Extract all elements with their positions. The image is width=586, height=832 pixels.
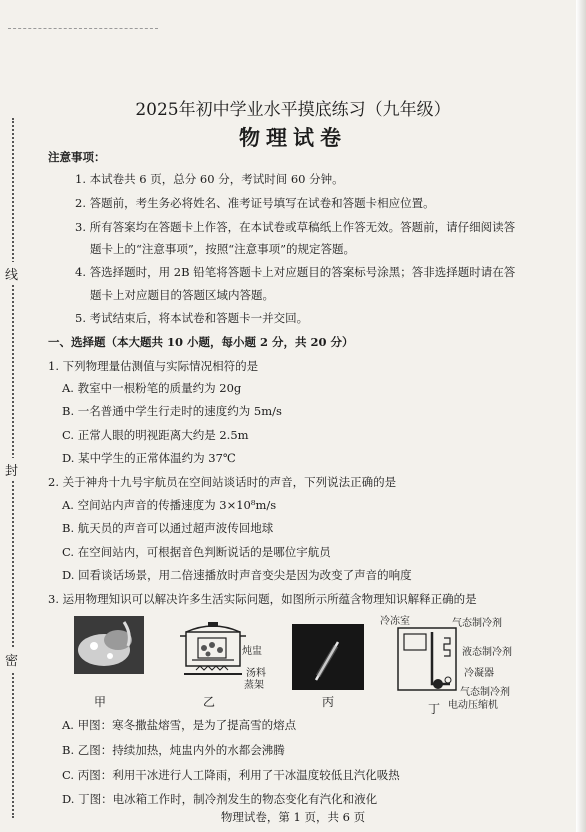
figure-yi-double-boiler [178,614,248,682]
section-heading: 一、选择题（本大题共 10 小题，每小题 2 分，共 20 分） [48,335,354,349]
label-soup: 汤料 [246,668,266,679]
notice-item: 3. 所有答案均在答题卡上作答，在本试卷或草稿纸上作答无效。答题前，请仔细阅读答 [75,220,516,234]
q2-option-a: A. 空间站内声音的传播速度为 3×10⁸m/s [62,498,277,512]
binding-char-xian: 线 [5,262,18,285]
q1-option-d: D. 某中学生的正常体温约为 37℃ [62,451,236,465]
q3-option-d: D. 丁图：电冰箱工作时，制冷剂发生的物态变化有汽化和液化 [62,792,378,806]
top-dashed-line [8,28,158,29]
label-compressor: 电动压缩机 [448,700,498,711]
subject-title: 物理试卷 [239,125,347,150]
figure-ding-refrigerator [392,624,472,696]
q1-option-c: C. 正常人眼的明视距离大约是 2.5m [62,428,249,442]
page-footer: 物理试卷，第 1 页，共 6 页 [220,810,366,824]
label-liquid-refrigerant: 液态制冷剂 [462,647,512,658]
label-condenser: 冷凝器 [464,668,494,679]
q1-option-b: B. 一名普通中学生行走时的速度约为 5m/s [62,404,282,418]
notice-item: 题卡上对应题目的答题区域内答题。 [90,288,274,302]
label-freezer: 冷冻室 [380,616,410,627]
caption-yi: 乙 [203,695,216,709]
q2-option-c: C. 在空间站内，可根据音色判断说话的是哪位宇航员 [62,545,331,559]
q2-option-d: D. 回看谈话场景，用二倍速播放时声音变尖是因为改变了声音的响度 [62,568,412,582]
caption-bing: 丙 [322,695,335,709]
label-steam-rack: 蒸架 [244,680,264,691]
figure-bing-dry-ice-rain [292,624,364,690]
figure-jia-salt-snow [74,616,144,674]
q3-option-c: C. 丙图：利用干冰进行人工降雨，利用了干冰温度较低且汽化吸热 [62,768,400,782]
question-stem: 1. 下列物理量估测值与实际情况相符的是 [48,359,259,373]
notice-item: 4. 答选择题时，用 2B 铅笔将答题卡上对应题目的答案标号涂黑；答非选择题时请在答 [75,265,516,279]
label-gas-refrigerant-bottom: 气态制冷剂 [460,687,510,698]
binding-char-mi: 密 [5,648,18,671]
label-stew-pot: 炖盅 [242,646,262,657]
q1-option-a: A. 教室中一根粉笔的质量约为 20g [62,381,242,395]
page-edge-shadow [576,0,586,832]
exam-title: 2025年初中学业水平摸底练习（九年级） [135,100,451,120]
notice-item: 题卡上的“注意事项”，按照“注意事项”的规定答题。 [90,242,356,256]
q3-option-a: A. 甲图：寒冬撒盐熔雪，是为了提高雪的熔点 [62,718,297,732]
question-stem: 2. 关于神舟十九号宇航员在空间站谈话时的声音，下列说法正确的是 [48,475,397,489]
label-gas-refrigerant-top: 气态制冷剂 [452,618,502,629]
notice-heading: 注意事项： [48,150,106,164]
notice-item: 5. 考试结束后，将本试卷和答题卡一并交回。 [75,311,309,325]
question-stem: 3. 运用物理知识可以解决许多生活实际问题，如图所示所蕴含物理知识解释正确的是 [48,592,477,606]
notice-item: 1. 本试卷共 6 页，总分 60 分，考试时间 60 分钟。 [75,172,344,186]
q3-option-b: B. 乙图：持续加热，炖盅内外的水都会沸腾 [62,743,285,757]
notice-item: 2. 答题前，考生务必将姓名、准考证号填写在试卷和答题卡相应位置。 [75,196,435,210]
caption-ding: 丁 [428,702,441,716]
caption-jia: 甲 [94,695,107,709]
q2-option-b: B. 航天员的声音可以通过超声波传回地球 [62,521,274,535]
binding-char-feng: 封 [5,458,18,481]
